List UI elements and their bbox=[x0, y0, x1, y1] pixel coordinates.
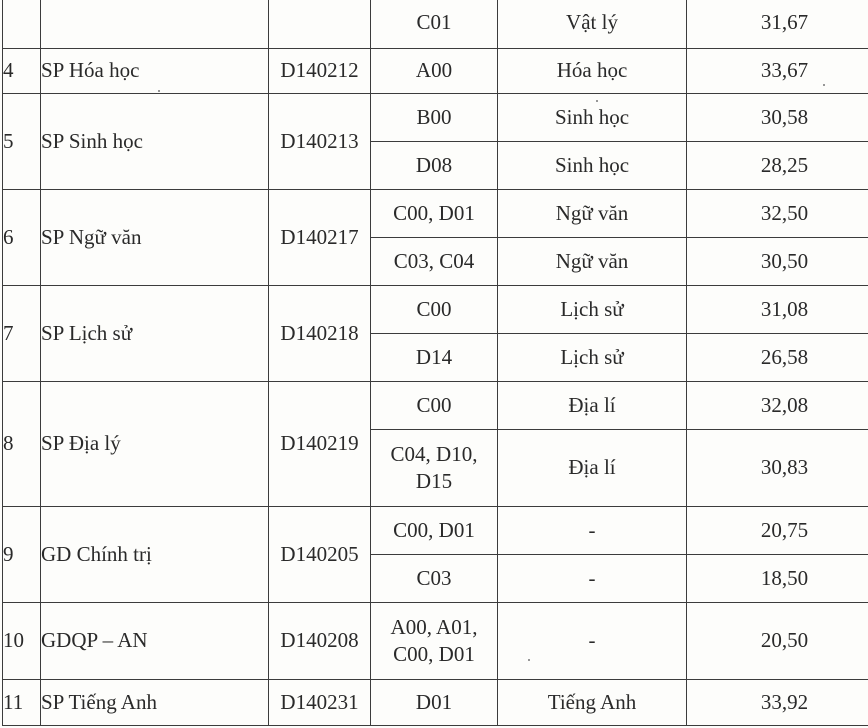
cutoff-score-cell: 33,92 bbox=[687, 680, 868, 726]
row-number-cell: 5 bbox=[3, 94, 41, 190]
major-name-cell bbox=[41, 0, 269, 49]
main-subject-cell: Sinh học bbox=[498, 94, 687, 142]
cutoff-score-cell: 31,67 bbox=[687, 0, 868, 49]
subject-combination-cell: C00, D01 bbox=[371, 507, 498, 555]
subject-combination-cell: C03, C04 bbox=[371, 238, 498, 286]
major-name-cell: SP Địa lý bbox=[41, 382, 269, 507]
main-subject-cell: - bbox=[498, 603, 687, 680]
major-name-cell: GD Chính trị bbox=[41, 507, 269, 603]
subject-combination-cell: D08 bbox=[371, 142, 498, 190]
subject-combination-cell: C00 bbox=[371, 286, 498, 334]
major-name-cell: SP Sinh học bbox=[41, 94, 269, 190]
major-code-cell bbox=[269, 0, 371, 49]
major-code-cell: D140208 bbox=[269, 603, 371, 680]
subject-combination-cell: D01 bbox=[371, 680, 498, 726]
row-number-cell: 8 bbox=[3, 382, 41, 507]
cutoff-score-cell: 26,58 bbox=[687, 334, 868, 382]
row-number-cell: 10 bbox=[3, 603, 41, 680]
major-name-cell: GDQP – AN bbox=[41, 603, 269, 680]
main-subject-cell: Vật lý bbox=[498, 0, 687, 49]
table-row bbox=[3, 507, 868, 555]
cutoff-score-cell: 18,50 bbox=[687, 555, 868, 603]
table-row bbox=[3, 190, 868, 238]
cutoff-score-cell: 30,83 bbox=[687, 430, 868, 507]
cutoff-score-cell: 28,25 bbox=[687, 142, 868, 190]
subject-combination-cell: C00 bbox=[371, 382, 498, 430]
scan-speck bbox=[596, 100, 598, 102]
major-name-cell: SP Lịch sử bbox=[41, 286, 269, 382]
table-row bbox=[3, 94, 868, 142]
main-subject-cell: - bbox=[498, 555, 687, 603]
main-subject-cell: Địa lí bbox=[498, 382, 687, 430]
main-subject-cell: Ngữ văn bbox=[498, 238, 687, 286]
major-code-cell: D140213 bbox=[269, 94, 371, 190]
table-row bbox=[3, 49, 868, 94]
main-subject-cell: Tiếng Anh bbox=[498, 680, 687, 726]
row-number-cell: 11 bbox=[3, 680, 41, 726]
cutoff-score-cell: 30,50 bbox=[687, 238, 868, 286]
table-body bbox=[3, 0, 868, 726]
major-name-cell: SP Tiếng Anh bbox=[41, 680, 269, 726]
main-subject-cell: - bbox=[498, 507, 687, 555]
major-name-cell: SP Ngữ văn bbox=[41, 190, 269, 286]
table-row bbox=[3, 0, 868, 49]
row-number-cell: 6 bbox=[3, 190, 41, 286]
major-name-cell: SP Hóa học bbox=[41, 49, 269, 94]
subject-combination-cell: D14 bbox=[371, 334, 498, 382]
scan-speck bbox=[528, 659, 530, 661]
main-subject-cell: Lịch sử bbox=[498, 334, 687, 382]
cutoff-score-cell: 20,75 bbox=[687, 507, 868, 555]
main-subject-cell: Địa lí bbox=[498, 430, 687, 507]
main-subject-cell: Hóa học bbox=[498, 49, 687, 94]
cutoff-score-cell: 31,08 bbox=[687, 286, 868, 334]
major-code-cell: D140212 bbox=[269, 49, 371, 94]
table-row bbox=[3, 603, 868, 680]
cutoff-score-cell: 32,08 bbox=[687, 382, 868, 430]
table-row bbox=[3, 286, 868, 334]
subject-combination-cell: C00, D01 bbox=[371, 190, 498, 238]
row-number-cell: 9 bbox=[3, 507, 41, 603]
major-code-cell: D140218 bbox=[269, 286, 371, 382]
subject-combination-cell: A00 bbox=[371, 49, 498, 94]
row-number-cell: 4 bbox=[3, 49, 41, 94]
admission-score-table bbox=[2, 0, 868, 726]
row-number-cell: 7 bbox=[3, 286, 41, 382]
table-row bbox=[3, 680, 868, 726]
row-number-cell bbox=[3, 0, 41, 49]
table-row bbox=[3, 382, 868, 430]
major-code-cell: D140219 bbox=[269, 382, 371, 507]
subject-combination-cell: C01 bbox=[371, 0, 498, 49]
scan-speck bbox=[823, 84, 825, 86]
major-code-cell: D140231 bbox=[269, 680, 371, 726]
main-subject-cell: Ngữ văn bbox=[498, 190, 687, 238]
cutoff-score-cell: 33,67 bbox=[687, 49, 868, 94]
subject-combination-cell: C03 bbox=[371, 555, 498, 603]
subject-combination-cell: C04, D10, D15 bbox=[371, 430, 498, 507]
cutoff-score-cell: 20,50 bbox=[687, 603, 868, 680]
main-subject-cell: Lịch sử bbox=[498, 286, 687, 334]
cutoff-score-cell: 30,58 bbox=[687, 94, 868, 142]
scan-speck bbox=[158, 90, 160, 92]
main-subject-cell: Sinh học bbox=[498, 142, 687, 190]
subject-combination-cell: A00, A01, C00, D01 bbox=[371, 603, 498, 680]
subject-combination-cell: B00 bbox=[371, 94, 498, 142]
cutoff-score-cell: 32,50 bbox=[687, 190, 868, 238]
major-code-cell: D140205 bbox=[269, 507, 371, 603]
major-code-cell: D140217 bbox=[269, 190, 371, 286]
